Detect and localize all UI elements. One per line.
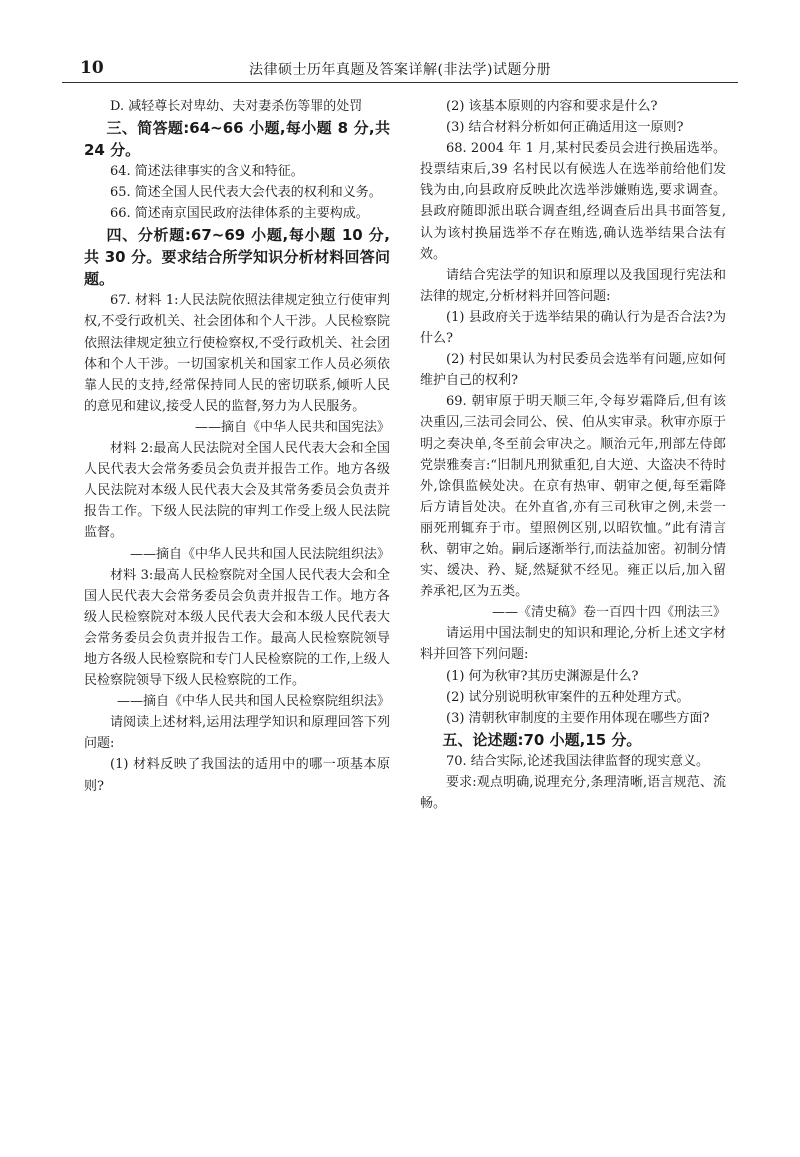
- paragraph: D. 减轻尊长对卑幼、夫对妻杀伤等罪的处罚: [110, 99, 363, 114]
- paragraph: 68. 2004 年 1 月,某村民委员会进行换届选举。投票结束后,39 名村民以有候选人在选举前给他们发钱为由,向县政府反映此次选举涉嫌贿选,要求调查。县政府随即派出联合调查组,经调查后出具书面答复,认为该村换届选举不存在贿选,确认选举结果合法有效。: [420, 141, 726, 262]
- paragraph: (1) 县政府关于选举结果的确认行为是否合法?为什么?: [420, 309, 726, 347]
- paragraph: 请阅读上述材料,运用法理学知识和原理回答下列问题:: [84, 715, 390, 752]
- page-header: [62, 48, 738, 83]
- paragraph: 67. 材料 1:人民法院依照法律规定独立行使审判权,不受行政机关、社会团体和个人干涉。人民检察院依照法律规定独立行使检察权,不受行政机关、社会团体和个人干涉。一切国家机关和国家工作人员必须依靠人民的支持,经常保持同人民的密切联系,倾听人民的意见和建议,接受人民的监督,努力为人民服务。: [84, 293, 390, 414]
- source-citation: ——摘自《中华人民共和国人民检察院组织法》: [116, 694, 390, 710]
- paragraph: (3) 结合材料分析如何正确适用这一原则?: [446, 120, 684, 136]
- paragraph: 材料 3:最高人民检察院对全国人民代表大会和全国人民代表大会常务委员会负责并报告工作。地方各级人民检察院对本级人民代表大会和本级人民代表大会常务委员会负责并报告工作。最高人民检察院领导地方各级人民检察院和专门人民检察院的工作,上级人民检察院领导下级人民检察院的工作。: [84, 567, 390, 689]
- paragraph: 要求:观点明确,说理充分,条理清晰,语言规范、流畅。: [420, 774, 726, 811]
- paragraph: 69. 朝审原于明天顺三年,令每岁霜降后,但有该决重囚,三法司会同公、侯、伯从实审录。秋审亦原于明之奏决单,冬至前会审决之。顺治元年,刑部左侍郎党崇雅奏言:“旧制凡刑狱重犯,自大逆、大盗决不待时外,馀俱监候处决。在京有热审、朝审之便,每至霜降后方请旨处决。在外直省,亦有三司秋审之例,未尝一丽死刑辄弃于市。望照例区别,以昭钦恤。”此有清言秋、朝审之始。嗣后逐渐举行,而法益加密。初制分情实、缓决、矜、疑,然疑狱不经见。雍正以后,加入留养承祀,区为五类。: [420, 394, 726, 600]
- paragraph: (2) 该基本原则的内容和要求是什么?: [446, 99, 658, 114]
- paragraph: (2) 试分别说明秋审案件的五种处理方式。: [446, 689, 690, 705]
- paragraph: 65. 简述全国人民代表大会代表的权利和义务。: [110, 185, 382, 201]
- left-column: [84, 96, 390, 797]
- paragraph: 66. 简述南京国民政府法律体系的主要构成。: [110, 206, 369, 222]
- running-title: 法律硕士历年真题及答案详解(非法学)试题分册: [249, 62, 551, 78]
- paragraph: (1) 何为秋审?其历史渊源是什么?: [446, 668, 639, 684]
- section-heading: 四、分析题:67~69 小题,每小题 10 分,共 30 分。要求结合所学知识分析材料回答问题。: [84, 226, 390, 289]
- page-number: 10: [80, 58, 104, 78]
- source-citation: ——《清史稿》卷一百四十四《刑法三》: [491, 605, 726, 621]
- section-heading: 五、论述题:70 小题,15 分。: [442, 730, 642, 749]
- section-heading: 三、简答题:64~66 小题,每小题 8 分,共 24 分。: [84, 119, 390, 160]
- paragraph: (3) 清朝秋审制度的主要作用体现在哪些方面?: [446, 710, 710, 726]
- right-column: [420, 96, 726, 814]
- paragraph: 请运用中国法制史的知识和理论,分析上述文字材料并回答下列问题:: [420, 626, 726, 663]
- paragraph: 材料 2:最高人民法院对全国人民代表大会和全国人民代表大会常务委员会负责并报告工作。地方各级人民法院对本级人民代表大会及其常务委员会负责并报告工作。下级人民法院的审判工作受上级人民法院监督。: [84, 441, 390, 541]
- paragraph: 请结合宪法学的知识和原理以及我国现行宪法和法律的规定,分析材料并回答问题:: [420, 267, 726, 304]
- source-citation: ——摘自《中华人民共和国宪法》: [194, 419, 390, 435]
- paragraph: (1) 材料反映了我国法的适用中的哪一项基本原则?: [84, 757, 390, 794]
- paragraph: 64. 简述法律事实的含义和特征。: [110, 164, 304, 180]
- paragraph: 70. 结合实际,论述我国法律监督的现实意义。: [446, 753, 709, 769]
- source-citation: ——摘自《中华人民共和国人民法院组织法》: [129, 546, 390, 562]
- paragraph: (2) 村民如果认为村民委员会选举有问题,应如何维护自己的权利?: [420, 352, 726, 389]
